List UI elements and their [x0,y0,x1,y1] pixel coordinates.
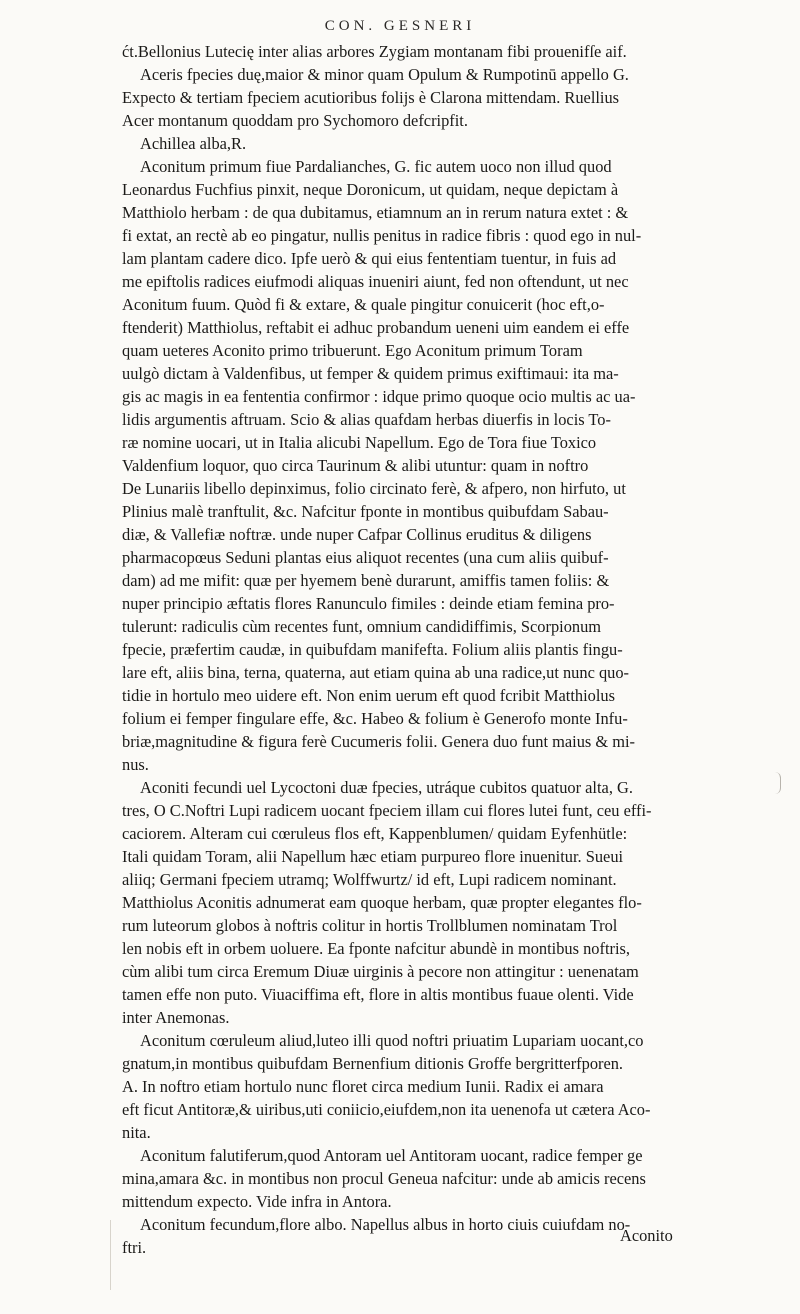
text-line: ræ nomine uocari, ut in Italia alicubi Napellum. Ego de Tora fiue Toxico [122,433,597,452]
text-line: fi extat, an rectè ab eo pingatur, nullis penitus in radice fibris : quod ego in nul- [122,226,642,245]
text-line: Aceris fpecies duę,maior & minor quam Opulum & Rumpotinū appello G. [140,65,629,84]
text-line: fpecie, præfertim caudæ, in quibufdam manifefta. Folium aliis plantis fingu- [122,640,623,659]
text-line: Matthiolus Aconitis adnumerat eam quoque herbam, quæ propter elegantes flo- [122,893,642,912]
text-line: tidie in hortulo meo uidere eft. Non enim uerum eft quod fcribit Matthiolus [122,686,615,705]
text-line: Itali quidam Toram, alii Napellum hæc etiam purpureo flore inuenitur. Sueui [122,847,624,866]
text-line: Plinius malè tranftulit, &c. Nafcitur fponte in montibus quibufdam Sabau- [122,502,609,521]
text-line: Achillea alba,R. [140,134,247,153]
text-line: nus. [122,755,149,774]
text-line: eft ficut Antitoræ,& uiribus,uti coniicio,eiufdem,non ita uenenofa ut cætera Aco- [122,1100,651,1119]
text-line: cùm alibi tum circa Eremum Diuæ uirginis à pecore non attingitur : uenenatam [122,962,639,981]
text-line: lam plantam cadere dico. Ipfe uerò & qui eius fententiam tuentur, in fuis ad [122,249,617,268]
text-line: A. In noftro etiam hortulo nunc floret circa medium Iunii. Radix ei amara [122,1077,604,1096]
text-line: lare eft, aliis bina, terna, quaterna, aut etiam quina ab una radice,ut nunc quo- [122,663,629,682]
text-line: diæ, & Vallefiæ noftræ. unde nuper Cafpar Collinus eruditus & diligens [122,525,592,544]
text-line: tres, O C.Noftri Lupi radicem uocant fpeciem illam cui flores lutei funt, ceu effi- [122,801,652,820]
text-line: Expecto & tertiam fpeciem acutioribus folijs è Clarona mittendam. Ruellius [122,88,620,107]
text-line: rum luteorum globos à noftris colitur in hortis Trollblumen nominatam Trol [122,916,618,935]
text-line: ćt.Bellonius Lutecię inter alias arbores Zygiam montanam fibi prouenifſe aif. [122,42,627,61]
text-line: folium ei femper fingulare effe, &c. Habeo & folium è Generofo monte Infu- [122,709,628,728]
running-head: CON. GESNERI [324,18,476,34]
text-line: Aconitum fuum. Quòd fi & extare, & quale pingitur conuicerit (hoc eft,o- [122,295,605,314]
text-line: ftri. [122,1238,147,1257]
text-line: Valdenfium loquor, quo circa Taurinum & alibi utuntur: quam in noftro [122,456,589,475]
margin-mark [772,772,781,794]
text-line: Aconiti fecundi uel Lycoctoni duæ fpecies, utráque cubitos quatuor alta, G. [140,778,633,797]
text-line: briæ,magnitudine & figura ferè Cucumeris folii. Genera duo funt maius & mi- [122,732,635,751]
text-line: tulerunt: radiculis cùm recentes funt, omnium candidiffimis, Scorpionum [122,617,602,636]
text-line: pharmacopœus Seduni plantas eius aliquot recentes (una cum aliis quibuf- [122,548,609,567]
text-line: dam) ad me mifit: quæ per hyemem benè durarunt, amiffis tamen foliis: & [122,571,610,590]
text-line: mittendum expecto. Vide infra in Antora. [122,1192,392,1211]
text-line: me epiftolis radices eiufmodi aliquas inueniri aiunt, fed non oftendunt, ut nec [122,272,629,291]
text-line: gis ac magis in ea fententia confirmor : idque primo quoque ocio multis ac ua- [122,387,636,406]
text-line: nita. [122,1123,151,1142]
text-line: Leonardus Fuchfius pinxit, neque Doronicum, ut quidam, neque depictam à [122,180,619,199]
text-line: len nobis eft in orbem uoluere. Ea fponte nafcitur abundè in montibus noftris, [122,939,630,958]
page-body-text [122,40,678,1259]
text-line: Aconitum primum fiue Pardalianches, G. fic autem uoco non illud quod [140,157,612,176]
text-line: caciorem. Alteram cui cœruleus flos eft, Kappenblumen/ quidam Eyfenhütle: [122,824,628,843]
text-line: Aconitum falutiferum,quod Antoram uel Antitoram uocant, radice femper ge [140,1146,643,1165]
page-edge-line [110,1220,111,1290]
text-line: lidis argumentis aftruam. Scio & alias quafdam herbas diuerfis in locis To- [122,410,611,429]
text-line: Aconitum cœruleum aliud,luteo illi quod noftri priuatim Lupariam uocant,co [140,1031,644,1050]
text-line: Matthiolo herbam : de qua dubitamus, etiamnum an in rerum natura extet : & [122,203,629,222]
text-line: uulgò dictam à Valdenfibus, ut femper & quidem primus exiftimaui: ita ma- [122,364,619,383]
catchword: Aconito [620,1226,673,1245]
text-line: mina,amara &c. in montibus non procul Geneua nafcitur: unde ab amicis recens [122,1169,646,1188]
text-line: nuper principio æftatis flores Ranunculo fimiles : deinde etiam femina pro- [122,594,615,613]
text-line: tamen effe non puto. Viuaciffima eft, flore in altis montibus fuaue olenti. Vide [122,985,634,1004]
text-line: Acer montanum quoddam pro Sychomoro defcripfit. [122,111,468,130]
text-line: Aconitum fecundum,flore albo. Napellus albus in horto ciuis cuiufdam no- [140,1215,631,1234]
text-line: quam ueteres Aconito primo tribuerunt. Ego Aconitum primum Toram [122,341,583,360]
text-line: gnatum,in montibus quibufdam Bernenfium ditionis Groffe bergritterfporen. [122,1054,624,1073]
text-line: De Lunariis libello depinximus, folio circinato ferè, & afpero, non hirfuto, ut [122,479,626,498]
text-line: inter Anemonas. [122,1008,230,1027]
text-line: aliiq; Germani fpeciem utramq; Wolffwurtz/ id eft, Lupi radicem nominant. [122,870,617,889]
text-line: ftenderit) Matthiolus, reftabit ei adhuc probandum ueneni uim eandem ei effe [122,318,630,337]
